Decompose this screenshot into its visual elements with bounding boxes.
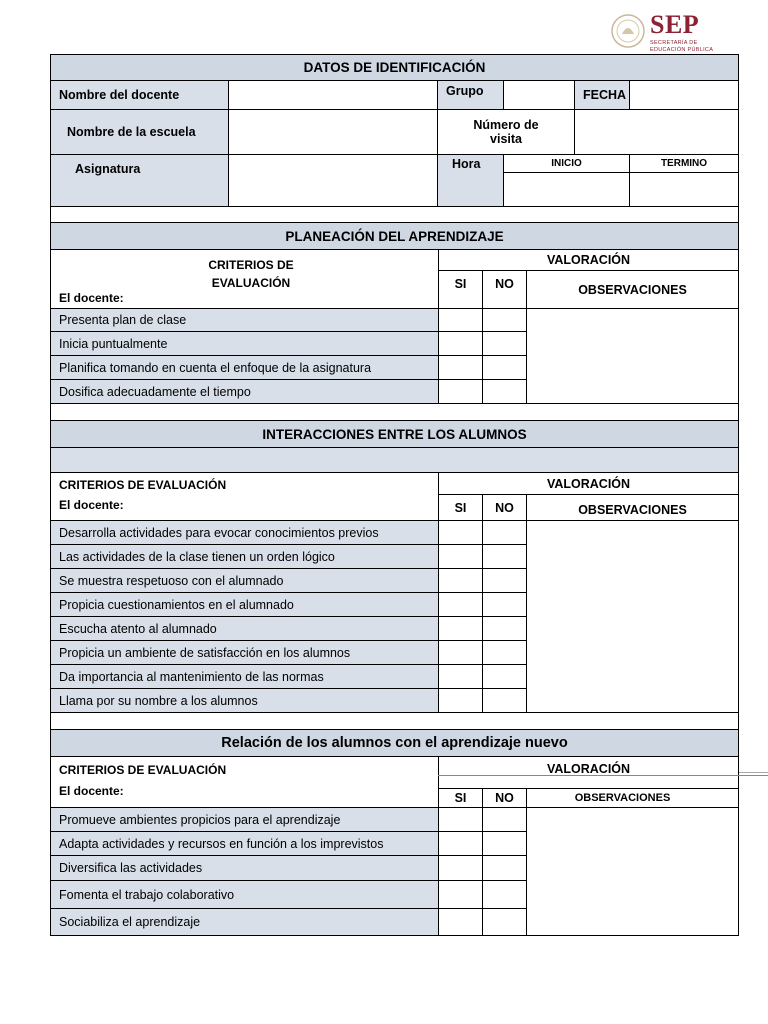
criterion-label: Dosifica adecuadamente el tiempo [50, 379, 439, 404]
valoracion-header: VALORACIÓN [438, 756, 739, 789]
no-checkbox-cell[interactable] [482, 308, 527, 332]
sep-logo-sub2: EDUCACIÓN PÚBLICA [650, 47, 714, 53]
field-nombre-escuela[interactable] [228, 109, 438, 155]
no-checkbox-cell[interactable] [482, 831, 527, 856]
si-checkbox-cell[interactable] [438, 880, 483, 909]
label-nombre-escuela: Nombre de la escuela [50, 109, 229, 155]
observaciones-field-interacciones[interactable] [526, 520, 739, 713]
label-fecha: FECHA [574, 80, 630, 110]
label-inicio: INICIO [503, 154, 630, 173]
observaciones-header: OBSERVACIONES [526, 494, 739, 521]
si-header: SI [438, 788, 483, 808]
no-checkbox-cell[interactable] [482, 355, 527, 380]
no-checkbox-cell[interactable] [482, 331, 527, 356]
si-checkbox-cell[interactable] [438, 688, 483, 713]
no-checkbox-cell[interactable] [482, 640, 527, 665]
observaciones-header: OBSERVACIONES [526, 788, 739, 808]
no-header: NO [482, 270, 527, 309]
si-checkbox-cell[interactable] [438, 592, 483, 617]
field-hora-inicio[interactable] [503, 172, 630, 207]
label-hora: Hora [437, 154, 504, 207]
sep-logo-text: SEP [650, 10, 700, 39]
section-title-planeacion: PLANEACIÓN DEL APRENDIZAJE [50, 222, 739, 250]
criterion-label: Inicia puntualmente [50, 331, 439, 356]
criterios-header-planeacion [50, 249, 439, 309]
coat-of-arms-icon [610, 12, 646, 50]
no-checkbox-cell[interactable] [482, 688, 527, 713]
criterios-label: CRITERIOS DE EVALUACIÓN [59, 763, 227, 777]
si-checkbox-cell[interactable] [438, 355, 483, 380]
spacer-row [50, 206, 739, 223]
si-checkbox-cell[interactable] [438, 855, 483, 881]
no-checkbox-cell[interactable] [482, 880, 527, 909]
field-asignatura[interactable] [228, 154, 438, 207]
criterios-label: CRITERIOS DE EVALUACIÓN [59, 478, 227, 492]
field-fecha[interactable] [629, 80, 739, 110]
no-checkbox-cell[interactable] [482, 664, 527, 689]
no-header: NO [482, 494, 527, 521]
criterion-label: Desarrolla actividades para evocar conocimientos previos [50, 520, 439, 545]
criterion-label: Escucha atento al alumnado [50, 616, 439, 641]
no-header: NO [482, 788, 527, 808]
no-checkbox-cell[interactable] [482, 908, 527, 936]
no-checkbox-cell[interactable] [482, 520, 527, 545]
label-numero-visita: Número de visita [437, 109, 575, 155]
no-checkbox-cell[interactable] [482, 855, 527, 881]
label-asignatura: Asignatura [50, 154, 229, 207]
field-numero-visita[interactable] [574, 109, 739, 155]
criterios-header-interacciones [50, 472, 439, 521]
field-nombre-docente[interactable] [228, 80, 438, 110]
section-title-identificacion: DATOS DE IDENTIFICACIÓN [50, 54, 739, 81]
criterios-header-relacion [50, 756, 439, 808]
observaciones-field-relacion[interactable] [526, 807, 739, 936]
si-checkbox-cell[interactable] [438, 831, 483, 856]
criterion-label: Da importancia al mantenimiento de las normas [50, 664, 439, 689]
observaciones-field-planeacion[interactable] [526, 308, 739, 404]
si-checkbox-cell[interactable] [438, 379, 483, 404]
criterion-label: Promueve ambientes propicios para el aprendizaje [50, 807, 439, 832]
si-checkbox-cell[interactable] [438, 308, 483, 332]
docente-label: El docente: [59, 784, 124, 798]
si-checkbox-cell[interactable] [438, 664, 483, 689]
sep-logo-sub1: SECRETARÍA DE [650, 40, 698, 46]
criterion-label: Llama por su nombre a los alumnos [50, 688, 439, 713]
si-checkbox-cell[interactable] [438, 568, 483, 593]
si-checkbox-cell[interactable] [438, 520, 483, 545]
si-checkbox-cell[interactable] [438, 640, 483, 665]
criterion-label: Se muestra respetuoso con el alumnado [50, 568, 439, 593]
no-checkbox-cell[interactable] [482, 379, 527, 404]
criterios-label: CRITERIOS DE EVALUACIÓN [208, 258, 294, 290]
label-nombre-docente: Nombre del docente [50, 80, 229, 110]
no-checkbox-cell[interactable] [482, 616, 527, 641]
no-checkbox-cell[interactable] [482, 592, 527, 617]
valoracion-header: VALORACIÓN [438, 472, 739, 495]
si-checkbox-cell[interactable] [438, 616, 483, 641]
label-termino: TERMINO [629, 154, 739, 173]
field-hora-termino[interactable] [629, 172, 739, 207]
criterion-label: Propicia cuestionamientos en el alumnado [50, 592, 439, 617]
criterion-label: Propicia un ambiente de satisfacción en los alumnos [50, 640, 439, 665]
valoracion-header: VALORACIÓN [438, 249, 739, 271]
criterion-label: Presenta plan de clase [50, 308, 439, 332]
section-title-interacciones: INTERACCIONES ENTRE LOS ALUMNOS [50, 420, 739, 448]
criterion-label: Adapta actividades y recursos en función a los imprevistos [50, 831, 439, 856]
section-title-relacion: Relación de los alumnos con el aprendizaje nuevo [50, 729, 739, 757]
docente-label: El docente: [59, 498, 124, 512]
si-checkbox-cell[interactable] [438, 544, 483, 569]
docente-label: El docente: [59, 291, 124, 305]
stray-rule-line [438, 775, 768, 776]
criterion-label: Diversifica las actividades [50, 855, 439, 881]
criterion-label: Fomenta el trabajo colaborativo [50, 880, 439, 909]
stray-rule-line-2 [739, 772, 768, 773]
si-header: SI [438, 494, 483, 521]
spacer-row [50, 403, 739, 421]
sep-logo [610, 10, 740, 54]
criterion-label: Sociabiliza el aprendizaje [50, 908, 439, 936]
no-checkbox-cell[interactable] [482, 568, 527, 593]
no-checkbox-cell[interactable] [482, 807, 527, 832]
blank-shaded-row [50, 447, 739, 473]
spacer-row [50, 712, 739, 730]
field-grupo[interactable] [503, 80, 575, 110]
si-checkbox-cell[interactable] [438, 908, 483, 936]
label-grupo: Grupo [437, 80, 504, 110]
no-checkbox-cell[interactable] [482, 544, 527, 569]
criterion-label: Planifica tomando en cuenta el enfoque de la asignatura [50, 355, 439, 380]
si-checkbox-cell[interactable] [438, 807, 483, 832]
si-checkbox-cell[interactable] [438, 331, 483, 356]
criterion-label: Las actividades de la clase tienen un orden lógico [50, 544, 439, 569]
observaciones-header: OBSERVACIONES [526, 270, 739, 309]
si-header: SI [438, 270, 483, 309]
